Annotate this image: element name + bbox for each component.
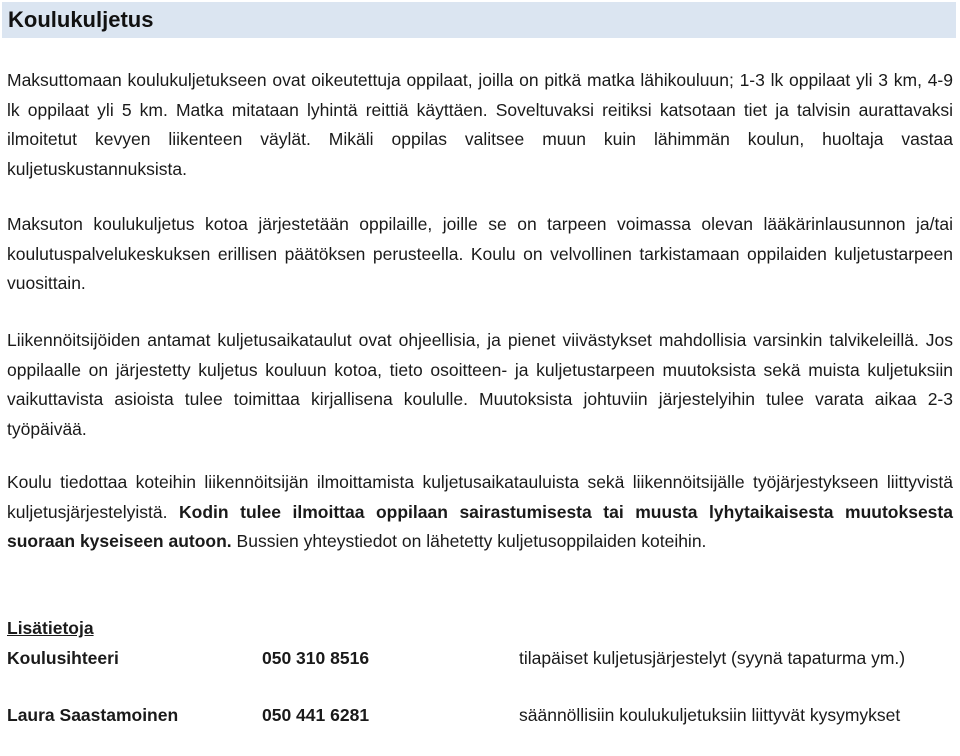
notifications-text-start: Koulu tiedottaa koteihin liikennöitsijän ilmoittamista kuljetusaikatauluista sekä liikennöitsijälle työjärjestykseen liittyvistä kuljetusjärjestelyistä.: [7, 472, 953, 522]
page-title: Koulukuljetus: [8, 7, 154, 32]
contact-description: tilapäiset kuljetusjärjestelyt (syynä tapaturma ym.): [519, 648, 906, 668]
paragraph-medical-transport: Maksuton koulukuljetus kotoa järjestetään oppilaille, joille se on tarpeen voimassa olevan lääkärinlausunnon ja/tai koulutuspalvelukeskuksen erillisen päätöksen perusteella. Koulu on velvollinen tarkistamaan oppilaiden kuljetustarpeen vuosittain.: [7, 214, 953, 293]
contact-phone: 050 441 6281: [262, 705, 370, 725]
contact-name: Koulusihteeri: [7, 648, 119, 668]
paragraph-notifications: [7, 468, 953, 557]
notifications-bold-instruction: Kodin tulee ilmoittaa oppilaan sairastumisesta tai muusta lyhytaikaisesta muutoksesta suoraan kyseiseen autoon.: [7, 501, 953, 551]
contact-phone: 050 310 8516: [262, 648, 370, 668]
paragraph-schedules: Liikennöitsijöiden antamat kuljetusaikataulut ovat ohjeellisia, ja pienet viivästykset mahdollisia varsinkin talvikeleillä. Jos oppilaalle on järjestetty kuljetus kouluun kotoa, tieto osoitteen- ja kuljetustarpeen muutoksista sekä muista kuljetuksiin vaikuttavista asioista tulee toimittaa kirjallisena koululle. Muutoksista johtuviin järjestelyihin tulee varata aikaa 2-3 työpäivää.: [7, 330, 953, 439]
notifications-text-end: Bussien yhteystiedot on lähetetty kuljetusoppilaiden koteihin.: [231, 531, 707, 551]
title-bar: [2, 2, 956, 38]
paragraph-eligibility: Maksuttomaan koulukuljetukseen ovat oikeutettuja oppilaat, joilla on pitkä matka lähikouluun; 1-3 lk oppilaat yli 3 km, 4-9 lk oppilaat yli 5 km. Matka mitataan lyhintä reittiä käyttäen. Soveltuvaksi reitiksi katsotaan tiet ja talvisin aurattavaksi ilmoitetut kevyen liikenteen väylät. Mikäli oppilas valitsee muun kuin lähimmän koulun, huoltaja vastaa kuljetuskustannuksista.: [7, 70, 953, 179]
contact-description: säännöllisiin koulukuljetuksiin liittyvät kysymykset: [519, 705, 901, 725]
info-heading: Lisätietoja: [7, 618, 94, 638]
contact-name: Laura Saastamoinen: [7, 705, 179, 725]
